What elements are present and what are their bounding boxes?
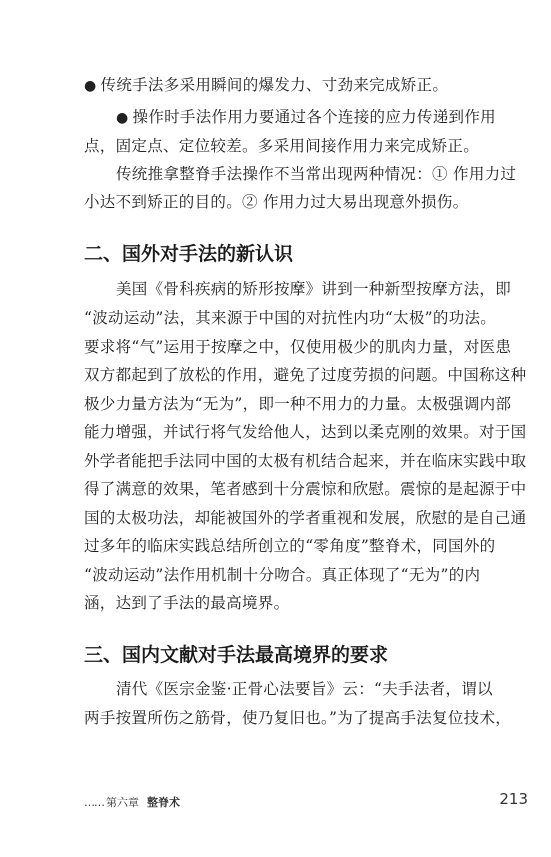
- paragraph-line: 外学者能把手法同中国的太极有机结合起来，并在临床实践中取: [84, 452, 527, 470]
- bullet-icon: ●: [116, 110, 129, 126]
- bullet-icon: ●: [84, 78, 97, 94]
- bullet-text: 操作时手法作用力要通过各个连接的应力传递到作用: [132, 108, 496, 126]
- paragraph-line: 要求将“气”运用于按摩之中，仅使用极少的肌肉力量，对医患: [84, 338, 512, 356]
- running-footer: [84, 794, 180, 810]
- paragraph-line: 能力增强，并试行将气发给他人，达到以柔克刚的效果。对于国: [84, 423, 527, 441]
- paragraph-line: 小达不到矫正的目的。② 作用力过大易出现意外损伤。: [84, 193, 469, 211]
- paragraph-line: 传统推拿整脊手法操作不当常出现两种情况：① 作用力过: [116, 165, 517, 183]
- paragraph-line: 过多年的临床实践总结所创立的“零角度”整脊术，同国外的: [84, 537, 496, 555]
- paragraph-line: 极少力量方法为“无为”，即一种不用力的力量。太极强调内部: [84, 395, 512, 413]
- paragraph-line: 得了满意的效果，笔者感到十分震惊和欣慰。震惊的是起源于中: [84, 480, 527, 498]
- bullet-line-2: [116, 107, 496, 128]
- paragraph-line: 涵，达到了手法的最高境界。: [84, 594, 290, 612]
- footer-dots: ……: [84, 796, 104, 809]
- bullet-line-1: [84, 75, 448, 96]
- paragraph-line: “波动运动”法作用机制十分吻合。真正体现了“无为”的内: [84, 566, 481, 584]
- paragraph-line: 双方都起到了放松的作用，避免了过度劳损的问题。中国称这种: [84, 366, 527, 384]
- footer-chapter: 第六章: [106, 796, 139, 809]
- section-heading-2: 二、国外对手法的新认识: [84, 243, 294, 265]
- page-number: 213: [499, 790, 528, 808]
- paragraph-line: “波动运动”法，其来源于中国的对抗性内功“太极”的功法。: [84, 309, 497, 327]
- bullet-line-2-cont: 点，固定点、定位较差。多采用间接作用力来完成矫正。: [84, 137, 480, 155]
- footer-chapter-title: 整脊术: [147, 796, 180, 809]
- paragraph-line: 两手按置所伤之筋骨，使乃复旧也。”为了提高手法复位技术，: [84, 709, 512, 727]
- bullet-text: 传统手法多采用瞬间的爆发力、寸劲来完成矫正。: [100, 76, 449, 94]
- paragraph-line: 美国《骨科疾病的矫形按摩》讲到一种新型按摩方法，即: [116, 280, 512, 298]
- paragraph-line: 清代《医宗金鉴·正骨心法要旨》云：“夫手法者，谓以: [116, 680, 493, 698]
- paragraph-line: 国的太极功法，却能被国外的学者重视和发展，欣慰的是自己通: [84, 509, 527, 527]
- section-heading-3: 三、国内文献对手法最高境界的要求: [84, 644, 389, 666]
